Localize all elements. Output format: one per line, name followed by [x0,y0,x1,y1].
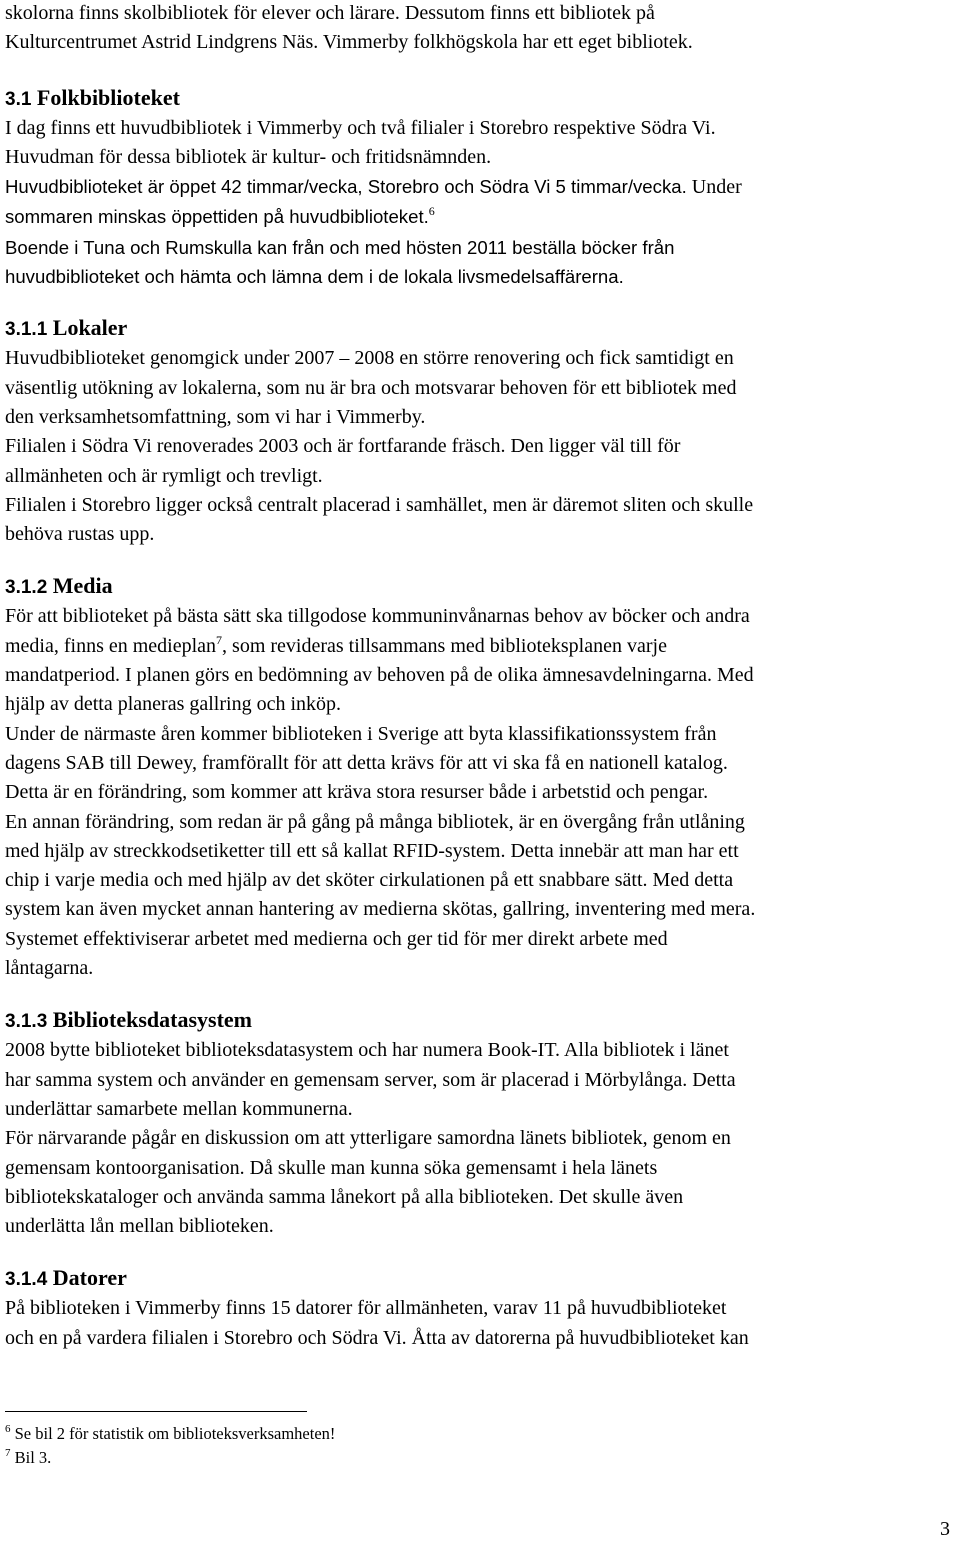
text-line: Systemet effektiviserar arbetet med medierna och ger tid för mer direkt arbete med [5,927,668,950]
section-number: 3.1 [5,88,32,110]
section-heading-3-1-3 [5,1005,953,1036]
footnote-text: Bil 3. [14,1448,52,1467]
intro-paragraph [5,0,953,58]
text-line: Filialen i Södra Vi renoverades 2003 och är fortfarande fräsch. Den ligger väl till för [5,435,681,458]
text-line: gemensam kontoorganisation. Då skulle man kunna söka gemensamt i hela länets [5,1156,658,1179]
section-body-3-1-3 [5,1036,953,1241]
footnote-ref-7[interactable]: 7 [216,632,223,647]
text-line: En annan förändring, som redan är på gång på många bibliotek, är en övergång från utlåning [5,810,745,833]
section-number: 3.1.1 [5,319,48,341]
text-line: och en på vardera filialen i Storebro och Södra Vi. Åtta av datorerna på huvudbiblioteket kan [5,1326,749,1349]
section-body-3-1-1 [5,344,953,549]
text-line: Detta är en förändring, som kommer att kräva stora resurser både i arbetstid och pengar. [5,781,709,804]
text-line: Huvudbiblioteket genomgick under 2007 – 2008 en större renovering och fick samtidigt en [5,347,734,370]
text-line: För att biblioteket på bästa sätt ska tillgodose kommuninvånarnas behov av böcker och andra [5,605,750,628]
text-line: mandatperiod. I planen görs en bedömning av behoven på de olika ämnesavdelningarna. Med [5,664,754,687]
text-line: Huvudman för dessa bibliotek är kultur- och fritidsnämnden. [5,145,492,168]
page-number: 3 [940,1518,950,1540]
section-body-3-1 [5,114,953,292]
text-line [5,172,953,202]
text-line: underlätta lån mellan biblioteken. [5,1215,274,1238]
text-line: har samma system och använder en gemensam server, som är placerad i Mörbylånga. Detta [5,1068,736,1091]
spacer [5,58,953,83]
text-span: Under [686,176,742,199]
text-line: behöva rustas upp. [5,523,155,546]
section-heading-3-1 [5,83,953,114]
text-line: I dag finns ett huvudbibliotek i Vimmerby och två filialer i Storebro respektive Södra Vi. [5,116,716,139]
footnote-separator [5,1411,307,1412]
text-line: system kan även mycket annan hantering av medierna skötas, gallring, inventering med mera. [5,898,756,921]
document-page [5,0,953,1353]
section-title: Folkbiblioteket [36,84,180,110]
text-line: chip i varje media och med hjälp av det sköter cirkulationen på ett snabbare sätt. Med detta [5,869,734,892]
footnote-text: Se bil 2 för statistik om biblioteksverksamheten! [14,1424,336,1443]
text-line: Kulturcentrumet Astrid Lindgrens Näs. Vimmerby folkhögskola har ett eget bibliotek. [5,31,693,54]
section-body-3-1-4 [5,1294,953,1353]
text-line: med hjälp av streckkodsetiketter till ett så kallat RFID-system. Detta innebär att man har ett [5,839,739,862]
footnote-7 [5,1446,805,1470]
text-line: skolorna finns skolbibliotek för elever och lärare. Dessutom finns ett bibliotek på [5,2,655,24]
text-line [5,202,953,232]
text-line: Under de närmaste åren kommer biblioteken i Sverige att byta klassifikationssystem från [5,722,717,745]
spacer [5,549,953,571]
text-span: sommaren minskas öppettiden på huvudbiblioteket. [5,206,429,228]
text-line: huvudbiblioteket och hämta och lämna dem i de lokala livsmedelsaffärerna. [5,266,624,288]
text-line: dagens SAB till Dewey, framförallt för att detta krävs för att vi ska få en nationell katalog. [5,751,728,774]
spacer [5,983,953,1005]
text-line: allmänheten och är rymligt och trevligt. [5,464,323,487]
text-line: Boende i Tuna och Rumskulla kan från och med hösten 2011 beställa böcker från [5,236,675,258]
text-span: , som revideras tillsammans med biblioteksplanen varje [222,634,667,657]
text-line: underlättar samarbete mellan kommunerna. [5,1097,353,1120]
footnotes [5,1422,805,1470]
footnote-marker: 6 [5,1423,11,1435]
spacer [5,291,953,313]
text-span: media, finns en medieplan [5,634,217,657]
section-number: 3.1.2 [5,577,48,599]
footnote-ref-6[interactable]: 6 [428,204,435,219]
text-line: För närvarande pågår en diskussion om att ytterligare samordna länets bibliotek, genom en [5,1127,731,1150]
spacer [5,1241,953,1263]
text-line: 2008 bytte biblioteket biblioteksdatasystem och har numera Book-IT. Alla bibliotek i länet [5,1039,729,1062]
text-line: den verksamhetsomfattning, som vi har i Vimmerby. [5,405,426,428]
section-title: Media [52,573,113,599]
section-heading-3-1-1 [5,313,953,344]
section-number: 3.1.4 [5,1269,48,1291]
text-line: På biblioteken i Vimmerby finns 15 datorer för allmänheten, varav 11 på huvudbiblioteket [5,1297,727,1320]
text-line: bibliotekskataloger och använda samma lånekort på alla biblioteken. Det skulle även [5,1185,684,1208]
text-line: Filialen i Storebro ligger också centralt placerad i samhället, men är däremot sliten och skulle [5,493,754,516]
text-line: låntagarna. [5,957,94,980]
text-span: Huvudbiblioteket är öppet 42 timmar/vecka, Storebro och Södra Vi 5 timmar/vecka. [5,176,687,198]
text-line [5,632,953,661]
section-title: Lokaler [52,315,128,341]
section-title: Biblioteksdatasystem [52,1007,253,1033]
footnote-6 [5,1422,805,1446]
section-body-3-1-2 [5,602,953,983]
section-heading-3-1-4 [5,1263,953,1294]
section-number: 3.1.3 [5,1011,48,1033]
section-title: Datorer [52,1265,127,1291]
text-line: hjälp av detta planeras gallring och inköp. [5,693,342,716]
section-heading-3-1-2 [5,571,953,602]
text-line: väsentlig utökning av lokalerna, som nu är bra och motsvarar behoven för ett bibliotek med [5,376,737,399]
footnote-marker: 7 [5,1447,11,1459]
